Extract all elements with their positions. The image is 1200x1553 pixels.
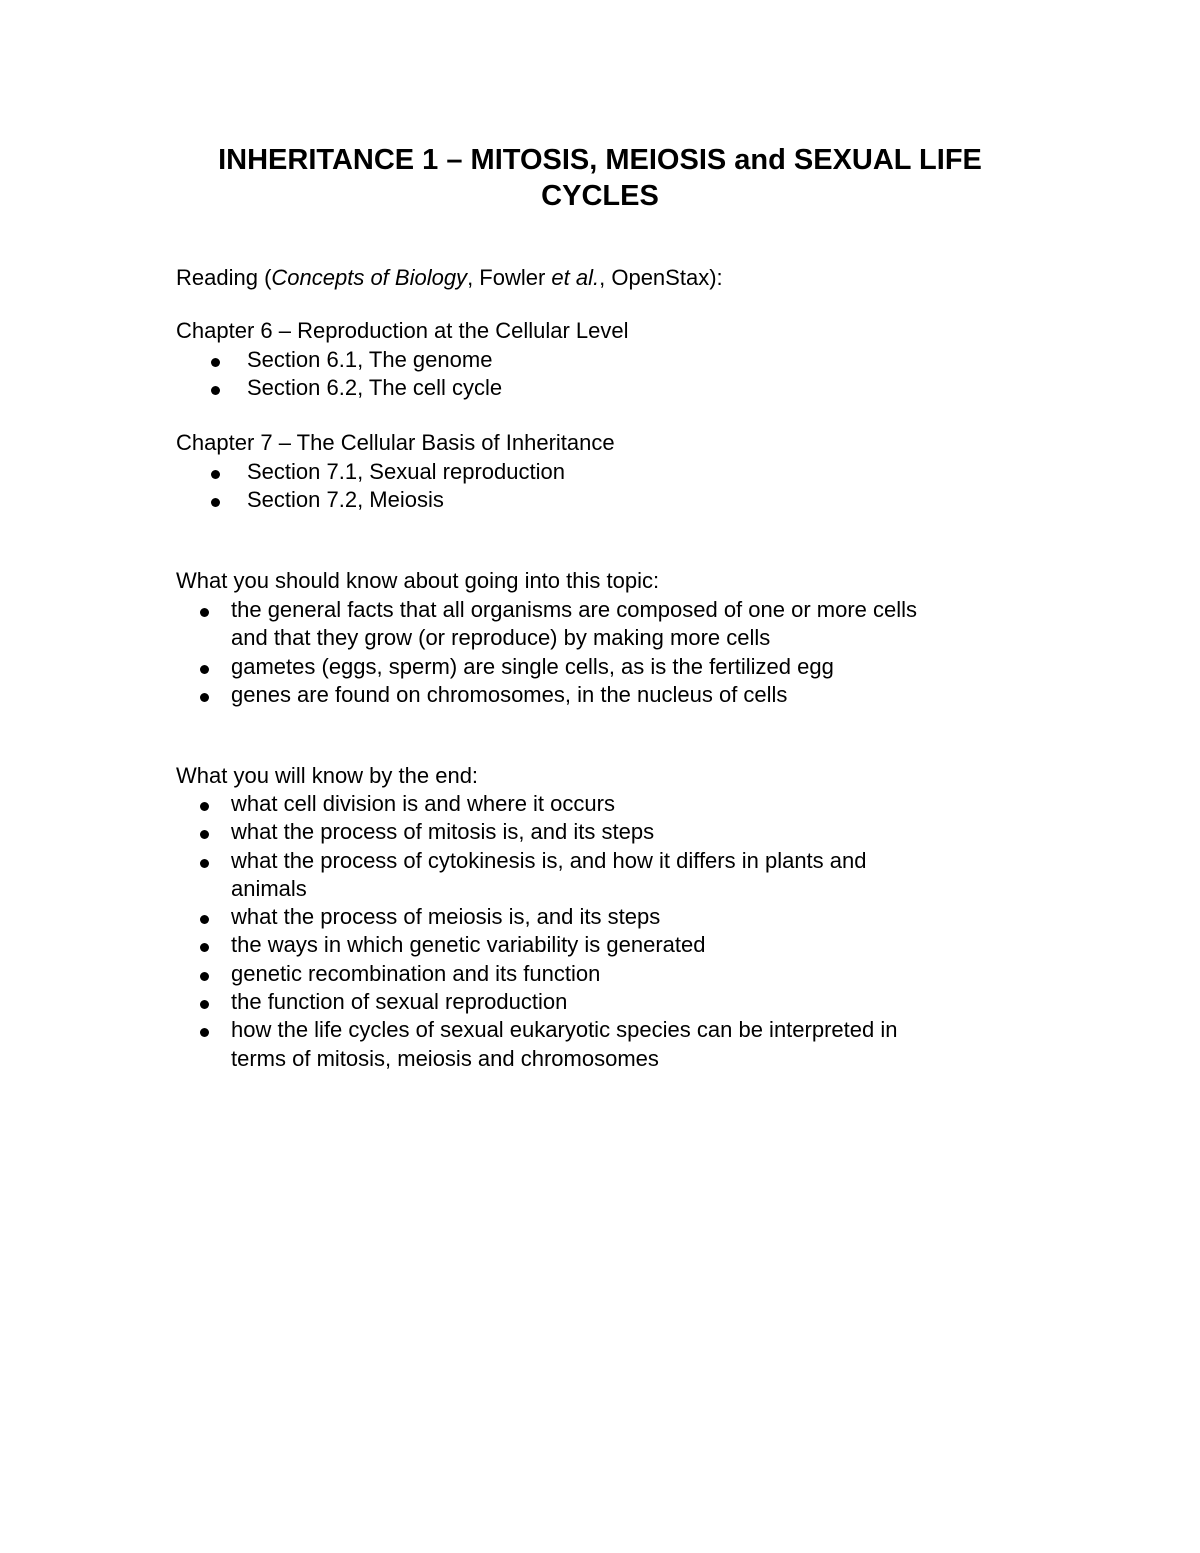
list-item	[176, 596, 1076, 653]
section-label: Section 7.1, Sexual reproduction	[247, 459, 565, 484]
list-item	[176, 374, 876, 402]
prior-knowledge-list	[176, 596, 1076, 709]
reading-mid: , Fowler	[467, 265, 552, 290]
bullet-icon	[211, 358, 220, 367]
list-item	[176, 653, 1076, 681]
list-item-text: the general facts that all organisms are composed of one or more cells and that they grow (or reproduce) by making more cells	[231, 597, 918, 651]
bullet-icon	[200, 802, 209, 811]
page-title-line-1: INHERITANCE 1 – MITOSIS, MEIOSIS and SEXUAL LIFE	[218, 144, 982, 176]
chapter-7-section-list	[176, 458, 876, 515]
list-item-text: genetic recombination and its function	[231, 960, 601, 986]
list-item	[176, 931, 1076, 959]
reading-reference	[176, 264, 723, 292]
list-item-text: gametes (eggs, sperm) are single cells, as is the fertilized egg	[231, 653, 834, 679]
bullet-icon	[211, 470, 220, 479]
list-item	[176, 903, 1076, 931]
bullet-icon	[200, 915, 209, 924]
bullet-icon	[200, 1028, 209, 1037]
list-item-text: what cell division is and where it occurs	[231, 791, 615, 816]
section-label: Section 6.2, The cell cycle	[247, 375, 503, 401]
bullet-icon	[200, 943, 209, 952]
list-item	[176, 847, 1076, 904]
bullet-icon	[200, 830, 209, 839]
reading-suffix: , OpenStax):	[599, 265, 723, 290]
list-item-text: what the process of mitosis is, and its steps	[231, 819, 655, 845]
bullet-icon	[200, 693, 209, 702]
list-item-text: how the life cycles of sexual eukaryotic species can be interpreted in terms of mitosis, meiosis and chromosomes	[231, 1017, 898, 1071]
section-label: Section 6.1, The genome	[247, 347, 493, 372]
list-item-text: the ways in which genetic variability is generated	[231, 932, 706, 958]
list-item	[176, 988, 1076, 1016]
list-item	[176, 681, 1076, 709]
reading-prefix: Reading (	[176, 265, 272, 290]
list-item	[176, 486, 876, 514]
list-item	[176, 346, 876, 374]
chapter-6-section-list	[176, 346, 876, 403]
list-item	[176, 818, 1076, 846]
learning-outcomes-heading: What you will know by the end:	[176, 763, 479, 788]
page-title	[0, 142, 1200, 214]
bullet-icon	[200, 665, 209, 674]
bullet-icon	[200, 859, 209, 868]
list-item	[176, 790, 1076, 818]
reading-et-al: et al.	[551, 265, 600, 290]
list-item-text: genes are found on chromosomes, in the nucleus of cells	[231, 681, 788, 707]
page-title-line-2: CYCLES	[541, 180, 659, 212]
list-item	[176, 960, 1076, 988]
bullet-icon	[211, 498, 220, 507]
list-item-text: what the process of cytokinesis is, and how it differs in plants and animals	[231, 847, 867, 901]
list-item	[176, 1016, 1076, 1073]
list-item-text: the function of sexual reproduction	[231, 989, 568, 1015]
bullet-icon	[200, 608, 209, 617]
section-label: Section 7.2, Meiosis	[247, 487, 444, 513]
bullet-icon	[200, 1000, 209, 1009]
prior-knowledge-heading: What you should know about going into this topic:	[176, 568, 660, 593]
bullet-icon	[211, 386, 220, 395]
learning-outcomes-list	[176, 790, 1076, 1073]
list-item	[176, 458, 876, 486]
reading-book-title: Concepts of Biology	[271, 265, 468, 290]
chapter-6-heading: Chapter 6 – Reproduction at the Cellular Level	[176, 318, 629, 343]
chapter-7-heading: Chapter 7 – The Cellular Basis of Inheritance	[176, 430, 615, 455]
list-item-text: what the process of meiosis is, and its steps	[231, 904, 661, 930]
bullet-icon	[200, 972, 209, 981]
